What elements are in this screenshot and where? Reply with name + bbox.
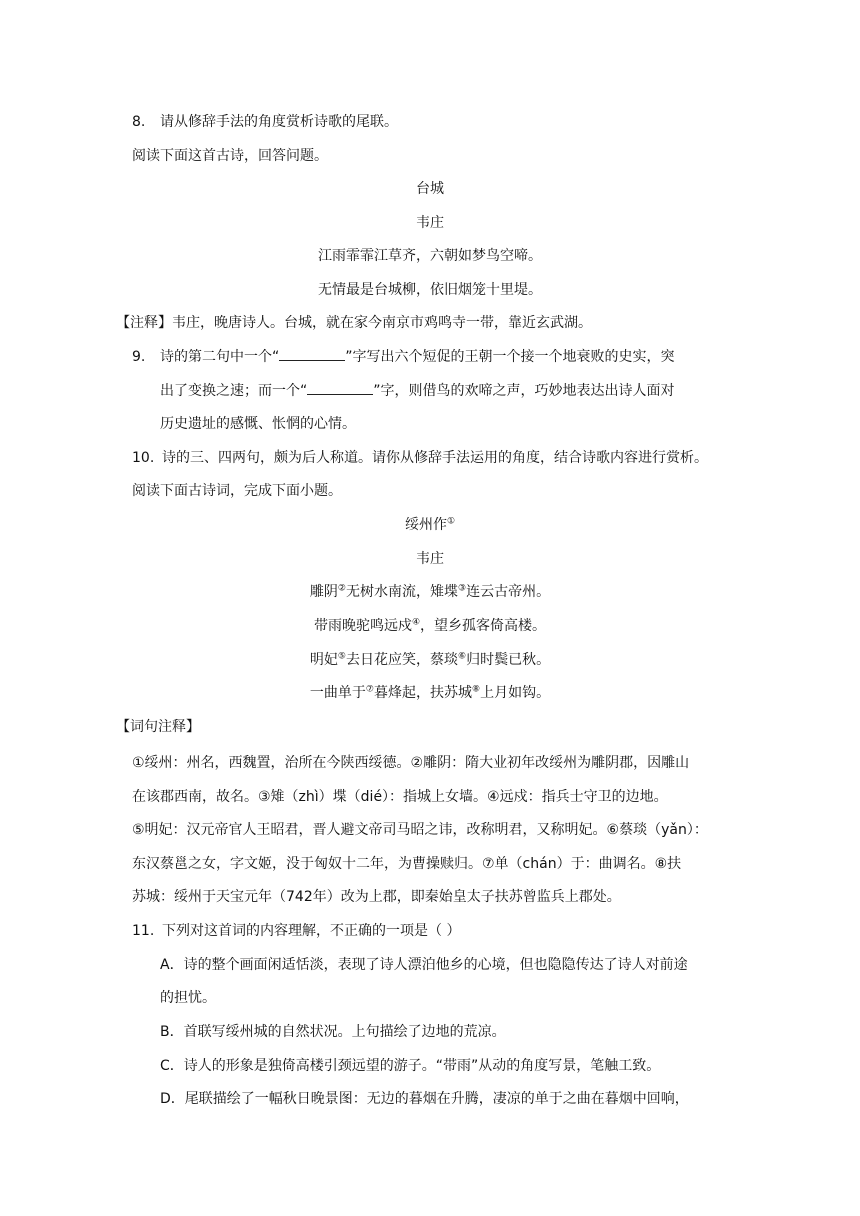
question-text: 请从修辞手法的角度赏析诗歌的尾联。 xyxy=(160,114,398,130)
poem-text: 无树水南流，雉堞 xyxy=(346,584,458,600)
footnote-mark: ⑧ xyxy=(472,684,481,695)
poem-text: 带雨晚驼鸣远戍 xyxy=(313,618,412,634)
poem-text: 暮烽起，扶苏城 xyxy=(374,685,472,701)
note-line-2: 在该郡西南，故名。③雉（zhì）堞（dié）：指城上女墙。④远戍：指兵士守卫的边地。 xyxy=(132,789,668,805)
option-a-continued: 的担忧。 xyxy=(160,990,216,1006)
poem-2-author: 韦庄 xyxy=(416,551,444,567)
poem-text: 归时鬓已秋。 xyxy=(466,652,551,668)
question-number: 10. xyxy=(132,450,155,466)
poem-text: 一曲单于 xyxy=(309,685,366,701)
footnote-mark: ⑥ xyxy=(458,651,467,662)
poem-2-line-2 xyxy=(0,616,860,636)
question-11 xyxy=(132,921,460,941)
question-8 xyxy=(132,112,398,132)
reading-instruction-2: 阅读下面古诗词，完成下面小题。 xyxy=(132,483,342,499)
footnote-mark: ① xyxy=(446,516,456,527)
question-number: 8. xyxy=(132,114,146,130)
note-line-1: ①绥州：州名，西魏置，治所在今陕西绥德。②雕阴：隋大业初年改绥州为雕阴郡，因雕山 xyxy=(132,755,690,771)
poem-text: 明妃 xyxy=(309,652,338,668)
question-9-line-3: 历史遗址的感慨、怅惘的心情。 xyxy=(160,416,356,432)
footnote-mark: ④ xyxy=(411,617,421,628)
option-b[interactable]: B．首联写绥州城的自然状况。上句描绘了边地的荒凉。 xyxy=(160,1024,506,1040)
poem-1-note: 【注释】韦庄，晚唐诗人。台城，就在家今南京市鸡鸣寺一带，靠近玄武湖。 xyxy=(116,315,592,331)
poem-2-line-4 xyxy=(0,683,860,703)
note-line-5: 苏城：绥州于天宝元年（742年）改为上郡，即秦始皇太子扶苏曾监兵上郡处。 xyxy=(132,889,621,905)
question-text: 诗的第二句中一个“ xyxy=(160,349,280,365)
poem-text: 雕阴 xyxy=(309,584,338,600)
poem-1-line-2: 无情最是台城柳，依旧烟笼十里堤。 xyxy=(318,282,542,298)
poem-1-author: 韦庄 xyxy=(416,215,444,231)
footnote-mark: ② xyxy=(337,583,346,594)
option-d[interactable]: D．尾联描绘了一幅秋日晚景图：无边的暮烟在升腾，凄凉的单于之曲在暮烟中回响， xyxy=(160,1091,689,1107)
option-a[interactable]: A．诗的整个画面闲适恬淡，表现了诗人漂泊他乡的心境，但也隐隐传达了诗人对前途 xyxy=(160,957,688,973)
poem-text: 上月如钩。 xyxy=(480,685,551,701)
notes-heading: 【词句注释】 xyxy=(116,719,200,735)
question-text: ”字，则借鸟的欢啼之声，巧妙地表达出诗人面对 xyxy=(373,383,675,399)
note-line-4: 东汉蔡邕之女，字文姬，没于匈奴十二年，为曹操赎归。⑦单（chán）于：曲调名。⑧扶 xyxy=(132,856,682,872)
answer-blank-2[interactable] xyxy=(307,382,373,395)
poem-2-title xyxy=(0,515,860,535)
footnote-mark: ⑦ xyxy=(365,684,374,695)
poem-1-line-1: 江雨霏霏江草齐，六朝如梦鸟空啼。 xyxy=(318,248,542,264)
reading-instruction-1: 阅读下面这首古诗，回答问题。 xyxy=(132,148,328,164)
poem-1-title: 台城 xyxy=(416,181,444,197)
question-9-line-2 xyxy=(160,381,675,401)
answer-blank-1[interactable] xyxy=(279,348,345,361)
option-c[interactable]: C．诗人的形象是独倚高楼引颈远望的游子。“带雨”从动的角度写景，笔触工致。 xyxy=(160,1058,661,1074)
poem-text: ，望乡孤客倚高楼。 xyxy=(420,618,547,634)
note-line-3: ⑤明妃：汉元帝官人王昭君，晋人避文帝司马昭之讳，改称明君，又称明妃。⑥蔡琰（yǎn）： xyxy=(132,822,708,838)
question-text: 出了变换之速；而一个“ xyxy=(160,383,308,399)
question-number: 9. xyxy=(132,349,146,365)
footnote-mark: ③ xyxy=(458,583,467,594)
poem-2-line-3 xyxy=(0,650,860,670)
question-text: 诗的三、四两句，颇为后人称道。请你从修辞手法运用的角度，结合诗歌内容进行赏析。 xyxy=(162,450,708,466)
question-text: ”字写出六个短促的王朝一个接一个地衰败的史实，突 xyxy=(345,349,675,365)
footnote-mark: ⑤ xyxy=(337,651,346,662)
poem-2-title-text: 绥州作 xyxy=(404,517,447,533)
question-10 xyxy=(132,448,708,468)
question-number: 11. xyxy=(132,923,155,939)
question-9 xyxy=(132,347,675,367)
poem-text: 去日花应笑，蔡琰 xyxy=(346,652,458,668)
poem-text: 连云古帝州。 xyxy=(466,584,551,600)
question-text: 下列对这首词的内容理解，不正确的一项是（ ） xyxy=(162,923,461,939)
poem-2-line-1 xyxy=(0,582,860,602)
